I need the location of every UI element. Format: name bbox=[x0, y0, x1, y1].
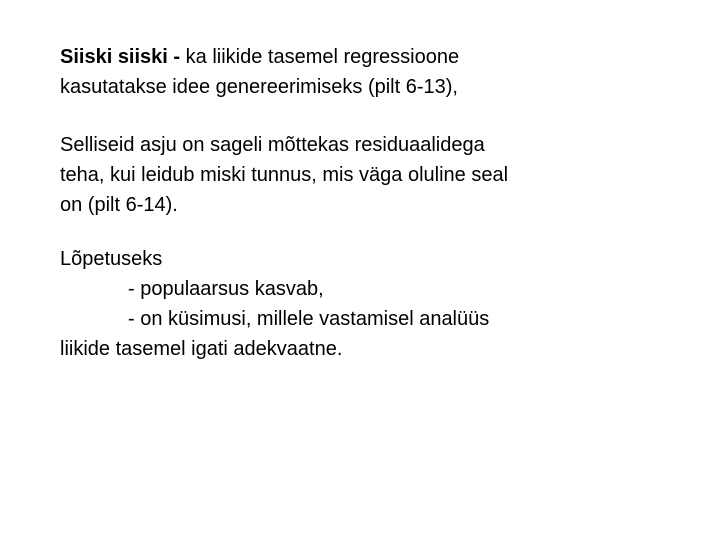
conclusion-bullet-2: - on küsimusi, millele vastamisel analüüs bbox=[128, 308, 490, 330]
paragraph-residuals-line-3: on (pilt 6-14). bbox=[60, 194, 178, 216]
conclusion-heading: Lõpetuseks bbox=[60, 248, 163, 270]
lead-text: Siiski siiski - bbox=[60, 46, 181, 68]
paragraph-residuals bbox=[60, 130, 680, 220]
paragraph-regressions-line-1 bbox=[60, 42, 680, 72]
paragraph-regressions bbox=[60, 42, 680, 102]
paragraph-conclusion bbox=[60, 244, 680, 364]
paragraph-regressions-line-2: kasutatakse idee genereerimiseks (pilt 6-13), bbox=[60, 76, 458, 98]
paragraph-residuals-line-2: teha, kui leidub miski tunnus, mis väga oluline seal bbox=[60, 164, 509, 186]
conclusion-bullet-1: - populaarsus kasvab, bbox=[128, 278, 324, 300]
line-rest: ka liikide tasemel regressioone bbox=[180, 46, 460, 68]
conclusion-tail: liikide tasemel igati adekvaatne. bbox=[60, 338, 343, 360]
paragraph-residuals-line-1: Selliseid asju on sageli mõttekas residuaalidega bbox=[60, 134, 485, 156]
